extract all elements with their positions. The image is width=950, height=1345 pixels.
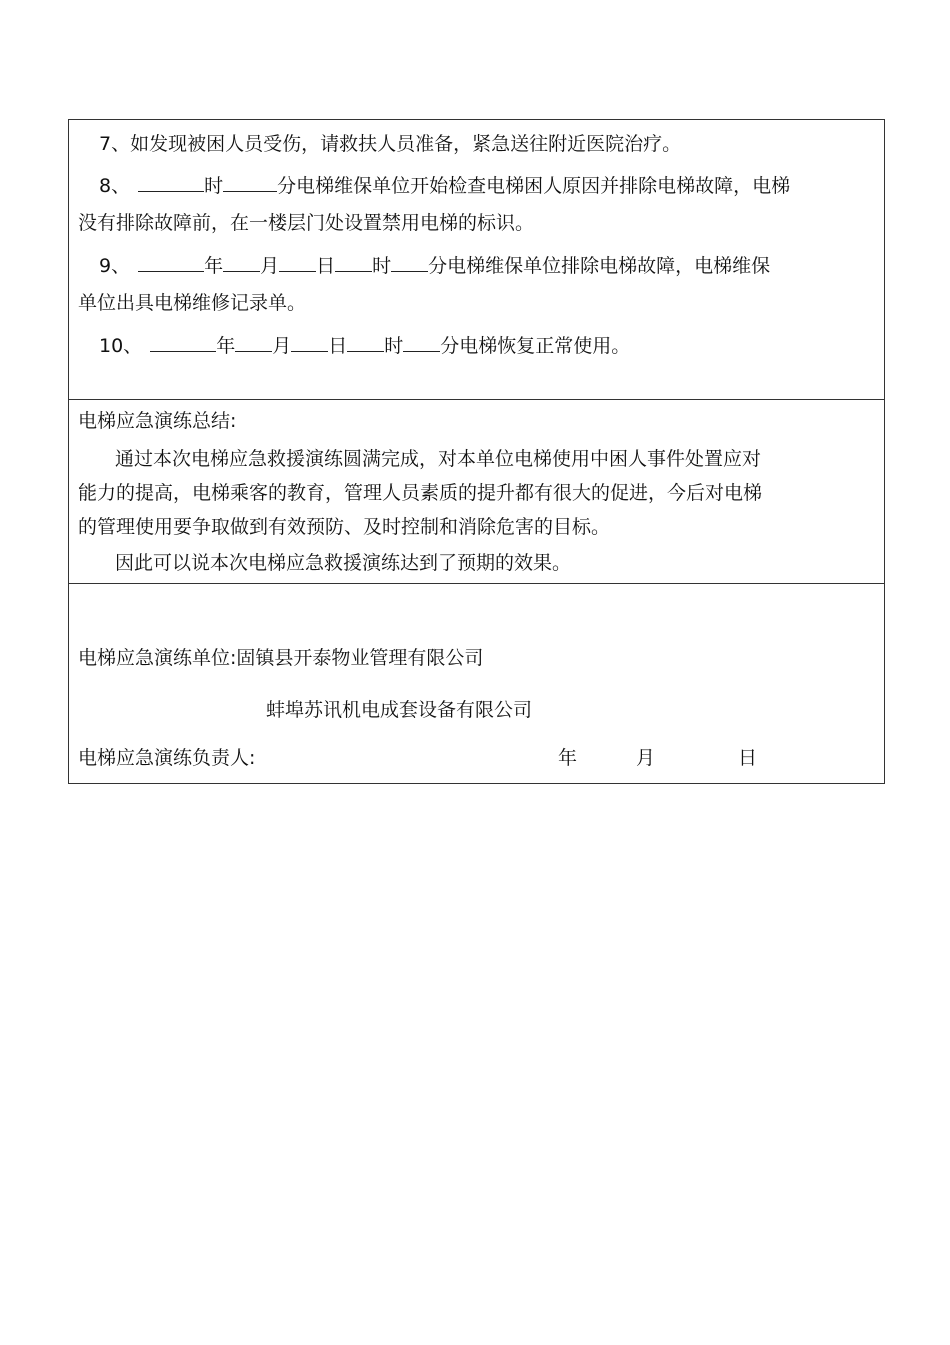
month-blank[interactable] (235, 332, 272, 352)
step-10-number: 10、 (99, 335, 143, 357)
drill-steps-section (69, 120, 884, 400)
summary-heading: 电梯应急演练总结: (78, 410, 237, 432)
hour-blank[interactable] (335, 252, 372, 272)
step-8-line-2: 没有排除故障前，在一楼层门处设置禁用电梯的标识。 (78, 212, 535, 234)
step-9-line-2: 单位出具电梯维修记录单。 (78, 292, 307, 314)
drill-summary-section (69, 400, 884, 584)
day-blank[interactable] (291, 332, 328, 352)
step-10: 10、 年 月 日 时 分电梯恢复正常使用。 (99, 332, 630, 358)
minute-blank[interactable] (223, 172, 277, 192)
step-7: 7、如发现被困人员受伤，请救扶人员准备，紧急送往附近医院治疗。 (99, 133, 682, 155)
sign-date-year: 年 (558, 747, 578, 769)
drill-signoff-section (69, 584, 884, 783)
summary-paragraph-2: 因此可以说本次电梯应急救援演练达到了预期的效果。 (115, 552, 572, 574)
summary-paragraph-1-line-1: 通过本次电梯应急救援演练圆满完成，对本单位电梯使用中困人事件处置应对 (115, 448, 762, 470)
year-blank[interactable] (150, 332, 216, 352)
drill-record-form (68, 119, 885, 784)
step-8-line-1: 8、 时 分电梯维保单位开始检查电梯困人原因并排除电梯故障，电梯 (99, 172, 790, 198)
step-9-line-1: 9、 年 月 日 时 分电梯维保单位排除电梯故障，电梯维保 (99, 252, 770, 278)
step-9-number: 9、 (99, 255, 131, 277)
hour-blank[interactable] (138, 172, 204, 192)
month-blank[interactable] (223, 252, 260, 272)
organizing-unit-1: 固镇县开泰物业管理有限公司 (236, 647, 484, 669)
minute-blank[interactable] (403, 332, 440, 352)
step-8-number: 8、 (99, 175, 131, 197)
summary-paragraph-1-line-2: 能力的提高，电梯乘客的教育，管理人员素质的提升都有很大的促进，今后对电梯 (78, 482, 763, 504)
sign-date-month: 月 (636, 747, 656, 769)
minute-blank[interactable] (391, 252, 428, 272)
hour-blank[interactable] (347, 332, 384, 352)
summary-paragraph-1-line-3: 的管理使用要争取做到有效预防、及时控制和消除危害的目标。 (78, 516, 611, 538)
person-in-charge-label: 电梯应急演练负责人: (78, 747, 256, 769)
organizing-unit-2: 蚌埠苏讯机电成套设备有限公司 (266, 699, 533, 721)
organizing-unit-label: 电梯应急演练单位: (78, 647, 237, 669)
sign-date-day: 日 (738, 747, 758, 769)
day-blank[interactable] (279, 252, 316, 272)
year-blank[interactable] (138, 252, 204, 272)
organizing-unit-row (78, 646, 483, 670)
